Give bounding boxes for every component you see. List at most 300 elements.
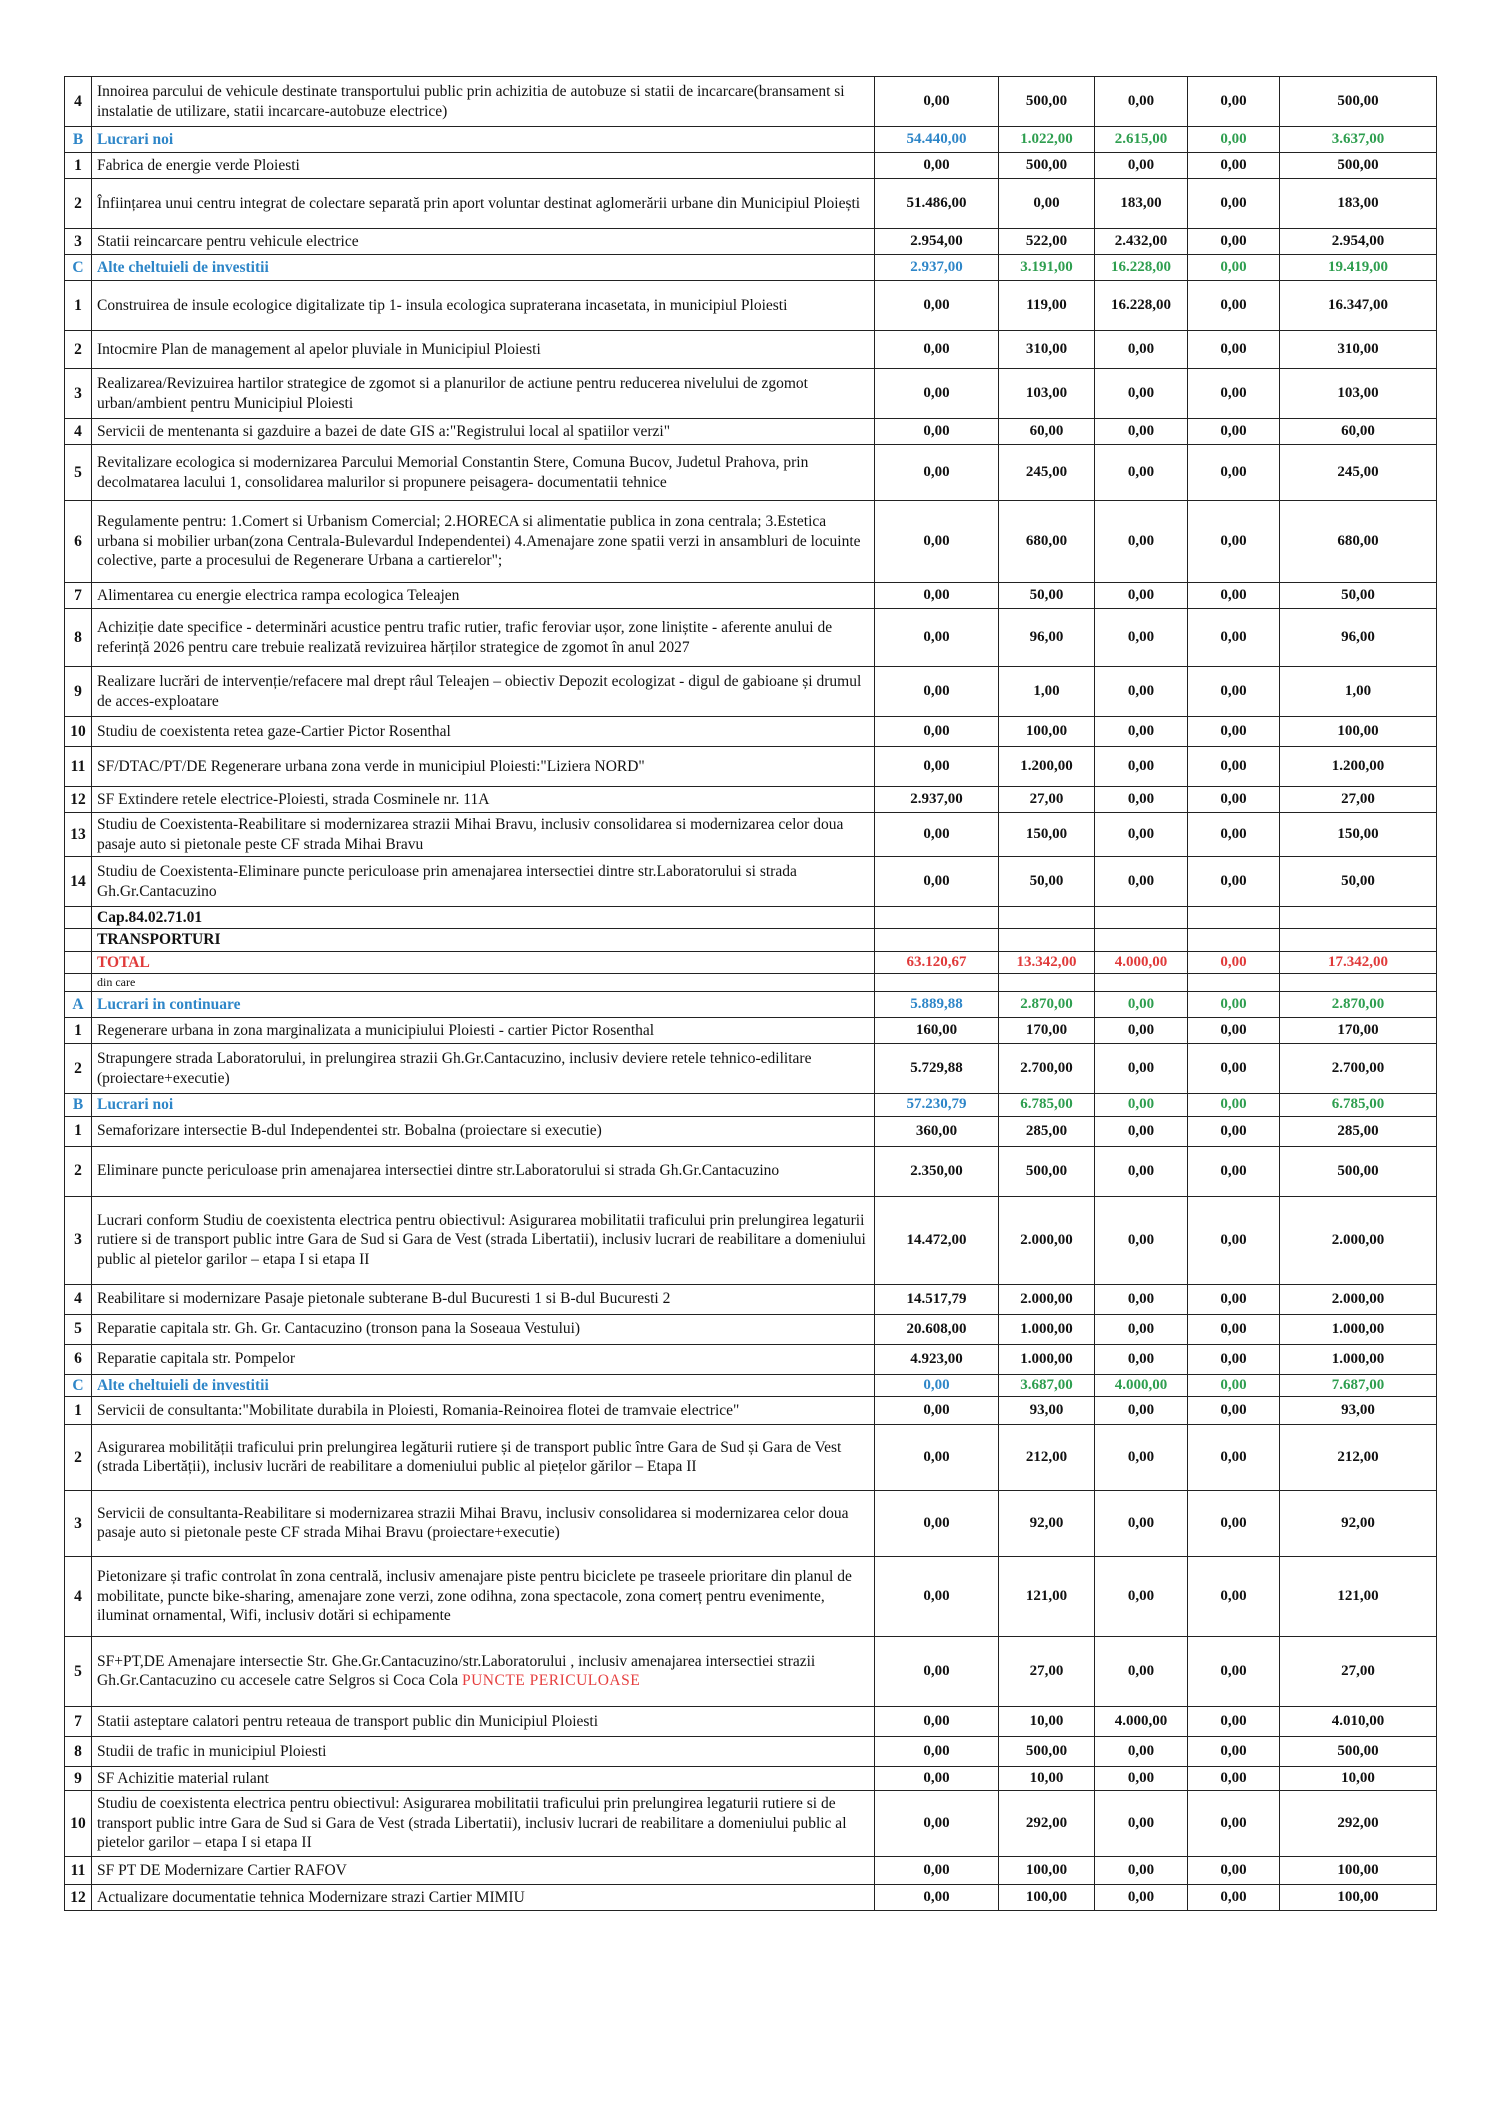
value-col-4: 0,00: [1188, 445, 1280, 501]
value-col-1: 0,00: [875, 1736, 999, 1766]
description-text: SF/DTAC/PT/DE Regenerare urbana zona verde in municipiul Ploiesti:"Liziera NORD": [97, 757, 645, 775]
row-description: [92, 1706, 875, 1736]
row-description: [92, 1884, 875, 1910]
description-text: Lucrari noi: [97, 130, 174, 148]
value-col-1: 0,00: [875, 369, 999, 419]
row-description: [92, 609, 875, 667]
value-col-1: 63.120,67: [875, 951, 999, 973]
row-description: [92, 281, 875, 331]
value-col-1: 0,00: [875, 281, 999, 331]
table-row: [65, 1706, 1437, 1736]
value-col-1: 57.230,79: [875, 1094, 999, 1116]
row-number: 4: [65, 77, 92, 127]
value-col-total: 92,00: [1280, 1490, 1437, 1556]
value-col-4: 0,00: [1188, 717, 1280, 747]
value-col-3: 4.000,00: [1095, 1374, 1188, 1396]
table-row: [65, 1344, 1437, 1374]
value-col-3: 0,00: [1095, 1856, 1188, 1884]
value-col-3: [1095, 974, 1188, 992]
value-col-total: 50,00: [1280, 857, 1437, 907]
value-col-3: 0,00: [1095, 1344, 1188, 1374]
value-col-total: [1280, 929, 1437, 951]
table-row: [65, 1736, 1437, 1766]
value-col-3: 0,00: [1095, 77, 1188, 127]
value-col-total: 150,00: [1280, 813, 1437, 857]
value-col-4: 0,00: [1188, 1490, 1280, 1556]
value-col-total: 96,00: [1280, 609, 1437, 667]
row-number: 5: [65, 1314, 92, 1344]
description-text: din care: [97, 975, 136, 990]
row-number: 8: [65, 1736, 92, 1766]
table-row: [65, 1018, 1437, 1044]
row-number: [65, 974, 92, 992]
value-col-2: 50,00: [999, 857, 1095, 907]
row-description: [92, 974, 875, 992]
value-col-3: 0,00: [1095, 787, 1188, 813]
value-col-4: 0,00: [1188, 77, 1280, 127]
value-col-2: 10,00: [999, 1706, 1095, 1736]
value-col-4: 0,00: [1188, 1856, 1280, 1884]
row-description: [92, 419, 875, 445]
row-description: [92, 992, 875, 1018]
value-col-total: 292,00: [1280, 1790, 1437, 1856]
value-col-1: 160,00: [875, 1018, 999, 1044]
table-row: [65, 331, 1437, 369]
value-col-total: 2.870,00: [1280, 992, 1437, 1018]
value-col-3: [1095, 929, 1188, 951]
value-col-3: 0,00: [1095, 813, 1188, 857]
row-number: C: [65, 255, 92, 281]
row-number: [65, 929, 92, 951]
description-text: Studiu de coexistenta retea gaze-Cartier Pictor Rosenthal: [97, 722, 451, 740]
table-row: [65, 1116, 1437, 1146]
description-text: Semaforizare intersectie B-dul Independentei str. Bobalna (proiectare si executie): [97, 1122, 602, 1140]
table-row: [65, 281, 1437, 331]
row-description: [92, 747, 875, 787]
value-col-total: 2.000,00: [1280, 1284, 1437, 1314]
value-col-4: 0,00: [1188, 1094, 1280, 1116]
row-description: [92, 1196, 875, 1284]
value-col-3: 0,00: [1095, 1766, 1188, 1790]
description-text: Statii reincarcare pentru vehicule electrice: [97, 232, 359, 250]
value-col-total: 4.010,00: [1280, 1706, 1437, 1736]
value-col-4: 0,00: [1188, 255, 1280, 281]
value-col-4: 0,00: [1188, 1284, 1280, 1314]
value-col-4: 0,00: [1188, 1884, 1280, 1910]
row-description: [92, 1766, 875, 1790]
row-description: [92, 1424, 875, 1490]
row-description: [92, 1146, 875, 1196]
value-col-2: 500,00: [999, 153, 1095, 179]
value-col-4: 0,00: [1188, 369, 1280, 419]
table-row: [65, 369, 1437, 419]
value-col-1: 5.729,88: [875, 1044, 999, 1094]
value-col-3: 0,00: [1095, 1196, 1188, 1284]
value-col-2: 1.000,00: [999, 1314, 1095, 1344]
value-col-total: 103,00: [1280, 369, 1437, 419]
value-col-1: 14.517,79: [875, 1284, 999, 1314]
value-col-total: 285,00: [1280, 1116, 1437, 1146]
value-col-3: 183,00: [1095, 179, 1188, 229]
value-col-3: 0,00: [1095, 369, 1188, 419]
value-col-1: [875, 929, 999, 951]
value-col-4: 0,00: [1188, 153, 1280, 179]
value-col-total: 1,00: [1280, 667, 1437, 717]
value-col-1: [875, 907, 999, 929]
value-col-4: 0,00: [1188, 419, 1280, 445]
table-row: [65, 857, 1437, 907]
value-col-1: 0,00: [875, 1556, 999, 1636]
table-row: [65, 1396, 1437, 1424]
description-text: SF PT DE Modernizare Cartier RAFOV: [97, 1861, 347, 1879]
value-col-3: 0,00: [1095, 717, 1188, 747]
value-col-4: 0,00: [1188, 1766, 1280, 1790]
row-description: [92, 1094, 875, 1116]
budget-table: [64, 76, 1437, 1911]
value-col-2: 10,00: [999, 1766, 1095, 1790]
value-col-2: 2.000,00: [999, 1284, 1095, 1314]
table-row: [65, 1884, 1437, 1910]
table-row: [65, 445, 1437, 501]
value-col-total: 500,00: [1280, 77, 1437, 127]
row-number: 4: [65, 1556, 92, 1636]
row-description: [92, 667, 875, 717]
value-col-total: 27,00: [1280, 1636, 1437, 1706]
value-col-4: [1188, 929, 1280, 951]
value-col-4: 0,00: [1188, 1706, 1280, 1736]
description-text: Lucrari in continuare: [97, 995, 241, 1013]
row-description: [92, 1314, 875, 1344]
table-row: [65, 501, 1437, 583]
value-col-2: 245,00: [999, 445, 1095, 501]
value-col-4: 0,00: [1188, 1196, 1280, 1284]
row-number: 1: [65, 281, 92, 331]
value-col-1: 2.937,00: [875, 255, 999, 281]
value-col-2: 2.870,00: [999, 992, 1095, 1018]
row-description: [92, 929, 875, 951]
description-text: Alimentarea cu energie electrica rampa ecologica Teleajen: [97, 586, 460, 604]
description-text: Lucrari conform Studiu de coexistenta electrica pentru obiectivul: Asigurarea mobilitatii traficului prin prelungirea legaturii rutiere si de transport public intre Gara de Sud si Gara de Vest (strada Libertatii), inclusiv lucrari de reabilitare a domeniului public al pietelor garilor – etapa I si etapa II: [97, 1211, 866, 1268]
table-row: [65, 153, 1437, 179]
value-col-4: 0,00: [1188, 1424, 1280, 1490]
value-col-3: 0,00: [1095, 609, 1188, 667]
value-col-1: 5.889,88: [875, 992, 999, 1018]
value-col-4: 0,00: [1188, 1146, 1280, 1196]
value-col-total: 121,00: [1280, 1556, 1437, 1636]
value-col-1: 0,00: [875, 813, 999, 857]
value-col-4: 0,00: [1188, 1018, 1280, 1044]
row-description: [92, 1018, 875, 1044]
value-col-1: 20.608,00: [875, 1314, 999, 1344]
description-text: Cap.84.02.71.01: [97, 909, 203, 926]
value-col-4: 0,00: [1188, 229, 1280, 255]
value-col-total: 245,00: [1280, 445, 1437, 501]
value-col-3: 0,00: [1095, 1790, 1188, 1856]
value-col-4: 0,00: [1188, 992, 1280, 1018]
value-col-total: 212,00: [1280, 1424, 1437, 1490]
value-col-4: 0,00: [1188, 1396, 1280, 1424]
value-col-1: 0,00: [875, 667, 999, 717]
value-col-2: 100,00: [999, 717, 1095, 747]
description-text: Lucrari noi: [97, 1096, 174, 1114]
row-description: [92, 1044, 875, 1094]
row-number: 2: [65, 1044, 92, 1094]
value-col-4: 0,00: [1188, 1636, 1280, 1706]
row-number: 6: [65, 501, 92, 583]
table-row: [65, 255, 1437, 281]
value-col-total: 27,00: [1280, 787, 1437, 813]
value-col-total: 680,00: [1280, 501, 1437, 583]
value-col-total: 19.419,00: [1280, 255, 1437, 281]
value-col-2: 310,00: [999, 331, 1095, 369]
row-number: B: [65, 1094, 92, 1116]
value-col-1: 0,00: [875, 153, 999, 179]
value-col-1: 0,00: [875, 77, 999, 127]
value-col-3: 0,00: [1095, 1884, 1188, 1910]
table-row: [65, 583, 1437, 609]
row-number: 12: [65, 787, 92, 813]
description-text: Innoirea parcului de vehicule destinate transportului public prin achizitia de autobuze si statii de incarcare(bransament si instalatie de utilizare, statii incarcare-autobuze electrice): [97, 83, 845, 120]
value-col-2: 121,00: [999, 1556, 1095, 1636]
row-description: [92, 153, 875, 179]
value-col-2: 100,00: [999, 1884, 1095, 1910]
row-number: 13: [65, 813, 92, 857]
value-col-4: 0,00: [1188, 127, 1280, 153]
table-row: [65, 907, 1437, 929]
value-col-total: 100,00: [1280, 1884, 1437, 1910]
value-col-3: 0,00: [1095, 501, 1188, 583]
value-col-2: 1.200,00: [999, 747, 1095, 787]
value-col-2: 27,00: [999, 1636, 1095, 1706]
value-col-1: 2.350,00: [875, 1146, 999, 1196]
row-description: [92, 255, 875, 281]
row-description: [92, 1374, 875, 1396]
description-text: TOTAL: [97, 953, 150, 971]
value-col-1: 14.472,00: [875, 1196, 999, 1284]
value-col-4: 0,00: [1188, 609, 1280, 667]
row-description: [92, 369, 875, 419]
row-number: 11: [65, 747, 92, 787]
value-col-3: 0,00: [1095, 1314, 1188, 1344]
value-col-2: 3.687,00: [999, 1374, 1095, 1396]
value-col-4: 0,00: [1188, 813, 1280, 857]
value-col-4: 0,00: [1188, 1736, 1280, 1766]
row-description: [92, 951, 875, 973]
value-col-3: 0,00: [1095, 1146, 1188, 1196]
value-col-total: 500,00: [1280, 1736, 1437, 1766]
value-col-3: 0,00: [1095, 1636, 1188, 1706]
value-col-1: 2.954,00: [875, 229, 999, 255]
value-col-4: 0,00: [1188, 179, 1280, 229]
description-text: Regulamente pentru: 1.Comert si Urbanism Comercial; 2.HORECA si alimentatie publica in zona centrala; 3.Estetica urbana si mobilier urban(zona Centrala-Bulevardul Independentei) 4.Amenajare zone spatii verzi in ansambluri de locuinte colective, parte a procesului de Regenerare Urbana a cartierelor";: [97, 513, 861, 570]
table-row: [65, 1766, 1437, 1790]
value-col-total: [1280, 974, 1437, 992]
row-description: [92, 77, 875, 127]
value-col-2: 680,00: [999, 501, 1095, 583]
row-number: 4: [65, 1284, 92, 1314]
row-number: 5: [65, 445, 92, 501]
value-col-1: 0,00: [875, 331, 999, 369]
row-description: [92, 501, 875, 583]
row-number: 11: [65, 1856, 92, 1884]
value-col-2: 119,00: [999, 281, 1095, 331]
description-text: Actualizare documentatie tehnica Modernizare strazi Cartier MIMIU: [97, 1888, 525, 1906]
value-col-2: 0,00: [999, 179, 1095, 229]
value-col-3: 0,00: [1095, 1018, 1188, 1044]
table-row: [65, 1374, 1437, 1396]
description-text: Fabrica de energie verde Ploiesti: [97, 156, 300, 174]
value-col-1: 0,00: [875, 445, 999, 501]
value-col-2: [999, 974, 1095, 992]
row-description: [92, 1736, 875, 1766]
description-text: Servicii de mentenanta si gazduire a bazei de date GIS a:"Registrului local al spatiilor verzi": [97, 422, 671, 440]
value-col-2: 150,00: [999, 813, 1095, 857]
row-number: 1: [65, 1116, 92, 1146]
value-col-total: 1.000,00: [1280, 1314, 1437, 1344]
value-col-3: 2.432,00: [1095, 229, 1188, 255]
row-number: 14: [65, 857, 92, 907]
row-number: 1: [65, 1396, 92, 1424]
row-description: [92, 1490, 875, 1556]
value-col-3: 0,00: [1095, 1736, 1188, 1766]
value-col-total: 310,00: [1280, 331, 1437, 369]
value-col-1: 0,00: [875, 419, 999, 445]
row-number: [65, 907, 92, 929]
value-col-total: [1280, 907, 1437, 929]
row-number: 8: [65, 609, 92, 667]
description-text: Alte cheltuieli de investitii: [97, 1376, 269, 1394]
value-col-1: 0,00: [875, 747, 999, 787]
value-col-3: [1095, 907, 1188, 929]
table-row: [65, 667, 1437, 717]
value-col-2: 103,00: [999, 369, 1095, 419]
value-col-total: 2.700,00: [1280, 1044, 1437, 1094]
value-col-3: 16.228,00: [1095, 255, 1188, 281]
description-text: Reparatie capitala str. Gh. Gr. Cantacuzino (tronson pana la Soseaua Vestului): [97, 1320, 581, 1338]
value-col-1: 0,00: [875, 1396, 999, 1424]
value-col-1: 0,00: [875, 1766, 999, 1790]
value-col-2: 100,00: [999, 1856, 1095, 1884]
value-col-3: 4.000,00: [1095, 1706, 1188, 1736]
value-col-2: 522,00: [999, 229, 1095, 255]
value-col-4: 0,00: [1188, 501, 1280, 583]
table-row: [65, 992, 1437, 1018]
value-col-4: 0,00: [1188, 747, 1280, 787]
table-row: [65, 229, 1437, 255]
value-col-2: 93,00: [999, 1396, 1095, 1424]
description-text: Realizare lucrări de intervenție/refacere mal drept râul Teleajen – obiectiv Depozit ecologizat - digul de gabioane și drumul de acces-exploatare: [97, 673, 862, 710]
value-col-3: 0,00: [1095, 331, 1188, 369]
row-description: [92, 857, 875, 907]
value-col-total: 16.347,00: [1280, 281, 1437, 331]
value-col-1: 2.937,00: [875, 787, 999, 813]
value-col-3: 16.228,00: [1095, 281, 1188, 331]
value-col-total: 50,00: [1280, 583, 1437, 609]
value-col-1: 0,00: [875, 857, 999, 907]
value-col-4: 0,00: [1188, 1374, 1280, 1396]
description-text: Realizarea/Revizuirea hartilor strategice de zgomot si a planurilor de actiune pentru reducerea nivelului de zgomot urban/ambient pentru Municipiul Ploiesti: [97, 375, 808, 412]
value-col-4: 0,00: [1188, 1314, 1280, 1344]
value-col-4: 0,00: [1188, 1044, 1280, 1094]
row-description: [92, 331, 875, 369]
description-text: Alte cheltuieli de investitii: [97, 258, 269, 276]
row-number: A: [65, 992, 92, 1018]
value-col-total: 500,00: [1280, 1146, 1437, 1196]
value-col-total: 17.342,00: [1280, 951, 1437, 973]
description-text: Asigurarea mobilității traficului prin prelungirea legăturii rutiere și de transport public între Gara de Sud și Gara de Vest (strada Libertății), inclusiv lucrări de reabilitare a domeniului public al piețelor gărilor – Etapa II: [97, 1439, 842, 1476]
row-number: 2: [65, 179, 92, 229]
value-col-2: 6.785,00: [999, 1094, 1095, 1116]
description-text: Statii asteptare calatori pentru reteaua de transport public din Municipiul Ploiesti: [97, 1712, 599, 1730]
table-row: [65, 1424, 1437, 1490]
row-description: [92, 229, 875, 255]
description-text: Studiu de coexistenta electrica pentru obiectivul: Asigurarea mobilitatii traficului prin prelungirea legaturii rutiere si de transport public intre Gara de Sud si Gara de Vest (strada Libertatii), inclusiv lucrari de reabilitare a domeniului public al pietelor garilor – etapa I si etapa II: [97, 1795, 847, 1852]
value-col-3: 2.615,00: [1095, 127, 1188, 153]
table-body: [65, 77, 1437, 1911]
description-text: Construirea de insule ecologice digitalizate tip 1- insula ecologica supraterana incasetata, in municipiul Ploiesti: [97, 296, 788, 314]
value-col-2: 500,00: [999, 1736, 1095, 1766]
value-col-3: 0,00: [1095, 747, 1188, 787]
value-col-total: 6.785,00: [1280, 1094, 1437, 1116]
value-col-1: 0,00: [875, 1490, 999, 1556]
row-number: B: [65, 127, 92, 153]
description-text: Studiu de Coexistenta-Reabilitare si modernizarea strazii Mihai Bravu, inclusiv consolidarea si modernizarea celor doua pasaje auto si pietonale peste CF strada Mihai Bravu: [97, 816, 844, 853]
value-col-2: 1.022,00: [999, 127, 1095, 153]
value-col-2: 1.000,00: [999, 1344, 1095, 1374]
table-row: [65, 974, 1437, 992]
row-description: [92, 583, 875, 609]
value-col-1: [875, 974, 999, 992]
row-number: 9: [65, 667, 92, 717]
table-row: [65, 1196, 1437, 1284]
table-row: [65, 1636, 1437, 1706]
value-col-3: 0,00: [1095, 992, 1188, 1018]
description-text: Servicii de consultanta:"Mobilitate durabila in Ploiesti, Romania-Reinoirea flotei de tramvaie electrice": [97, 1401, 740, 1419]
value-col-2: 60,00: [999, 419, 1095, 445]
row-number: 3: [65, 369, 92, 419]
value-col-4: [1188, 907, 1280, 929]
value-col-1: 0,00: [875, 501, 999, 583]
value-col-3: 0,00: [1095, 419, 1188, 445]
value-col-2: 170,00: [999, 1018, 1095, 1044]
value-col-3: 0,00: [1095, 1556, 1188, 1636]
value-col-2: 1,00: [999, 667, 1095, 717]
table-row: [65, 179, 1437, 229]
description-text: Strapungere strada Laboratorului, in prelungirea strazii Gh.Gr.Cantacuzino, inclusiv deviere retele tehnico-edilitare (proiectare+executie): [97, 1050, 812, 1087]
value-col-4: 0,00: [1188, 1790, 1280, 1856]
value-col-2: 500,00: [999, 77, 1095, 127]
row-description: [92, 717, 875, 747]
warning-note: PUNCTE PERICULOASE: [461, 1672, 641, 1690]
value-col-3: 0,00: [1095, 1044, 1188, 1094]
value-col-2: 292,00: [999, 1790, 1095, 1856]
row-number: 6: [65, 1344, 92, 1374]
row-number: 9: [65, 1766, 92, 1790]
table-row: [65, 419, 1437, 445]
value-col-total: 1.200,00: [1280, 747, 1437, 787]
value-col-total: 1.000,00: [1280, 1344, 1437, 1374]
row-description: [92, 1556, 875, 1636]
value-col-4: 0,00: [1188, 951, 1280, 973]
description-text: Servicii de consultanta-Reabilitare si modernizarea strazii Mihai Bravu, inclusiv consolidarea si modernizarea celor doua pasaje auto si pietonale peste CF strada Mihai Bravu (proiectare+executie): [97, 1505, 849, 1542]
row-number: 4: [65, 419, 92, 445]
description-text: Studii de trafic in municipiul Ploiesti: [97, 1742, 327, 1760]
row-number: 2: [65, 1424, 92, 1490]
row-number: 3: [65, 1196, 92, 1284]
value-col-total: 500,00: [1280, 153, 1437, 179]
value-col-2: 13.342,00: [999, 951, 1095, 973]
value-col-4: 0,00: [1188, 667, 1280, 717]
